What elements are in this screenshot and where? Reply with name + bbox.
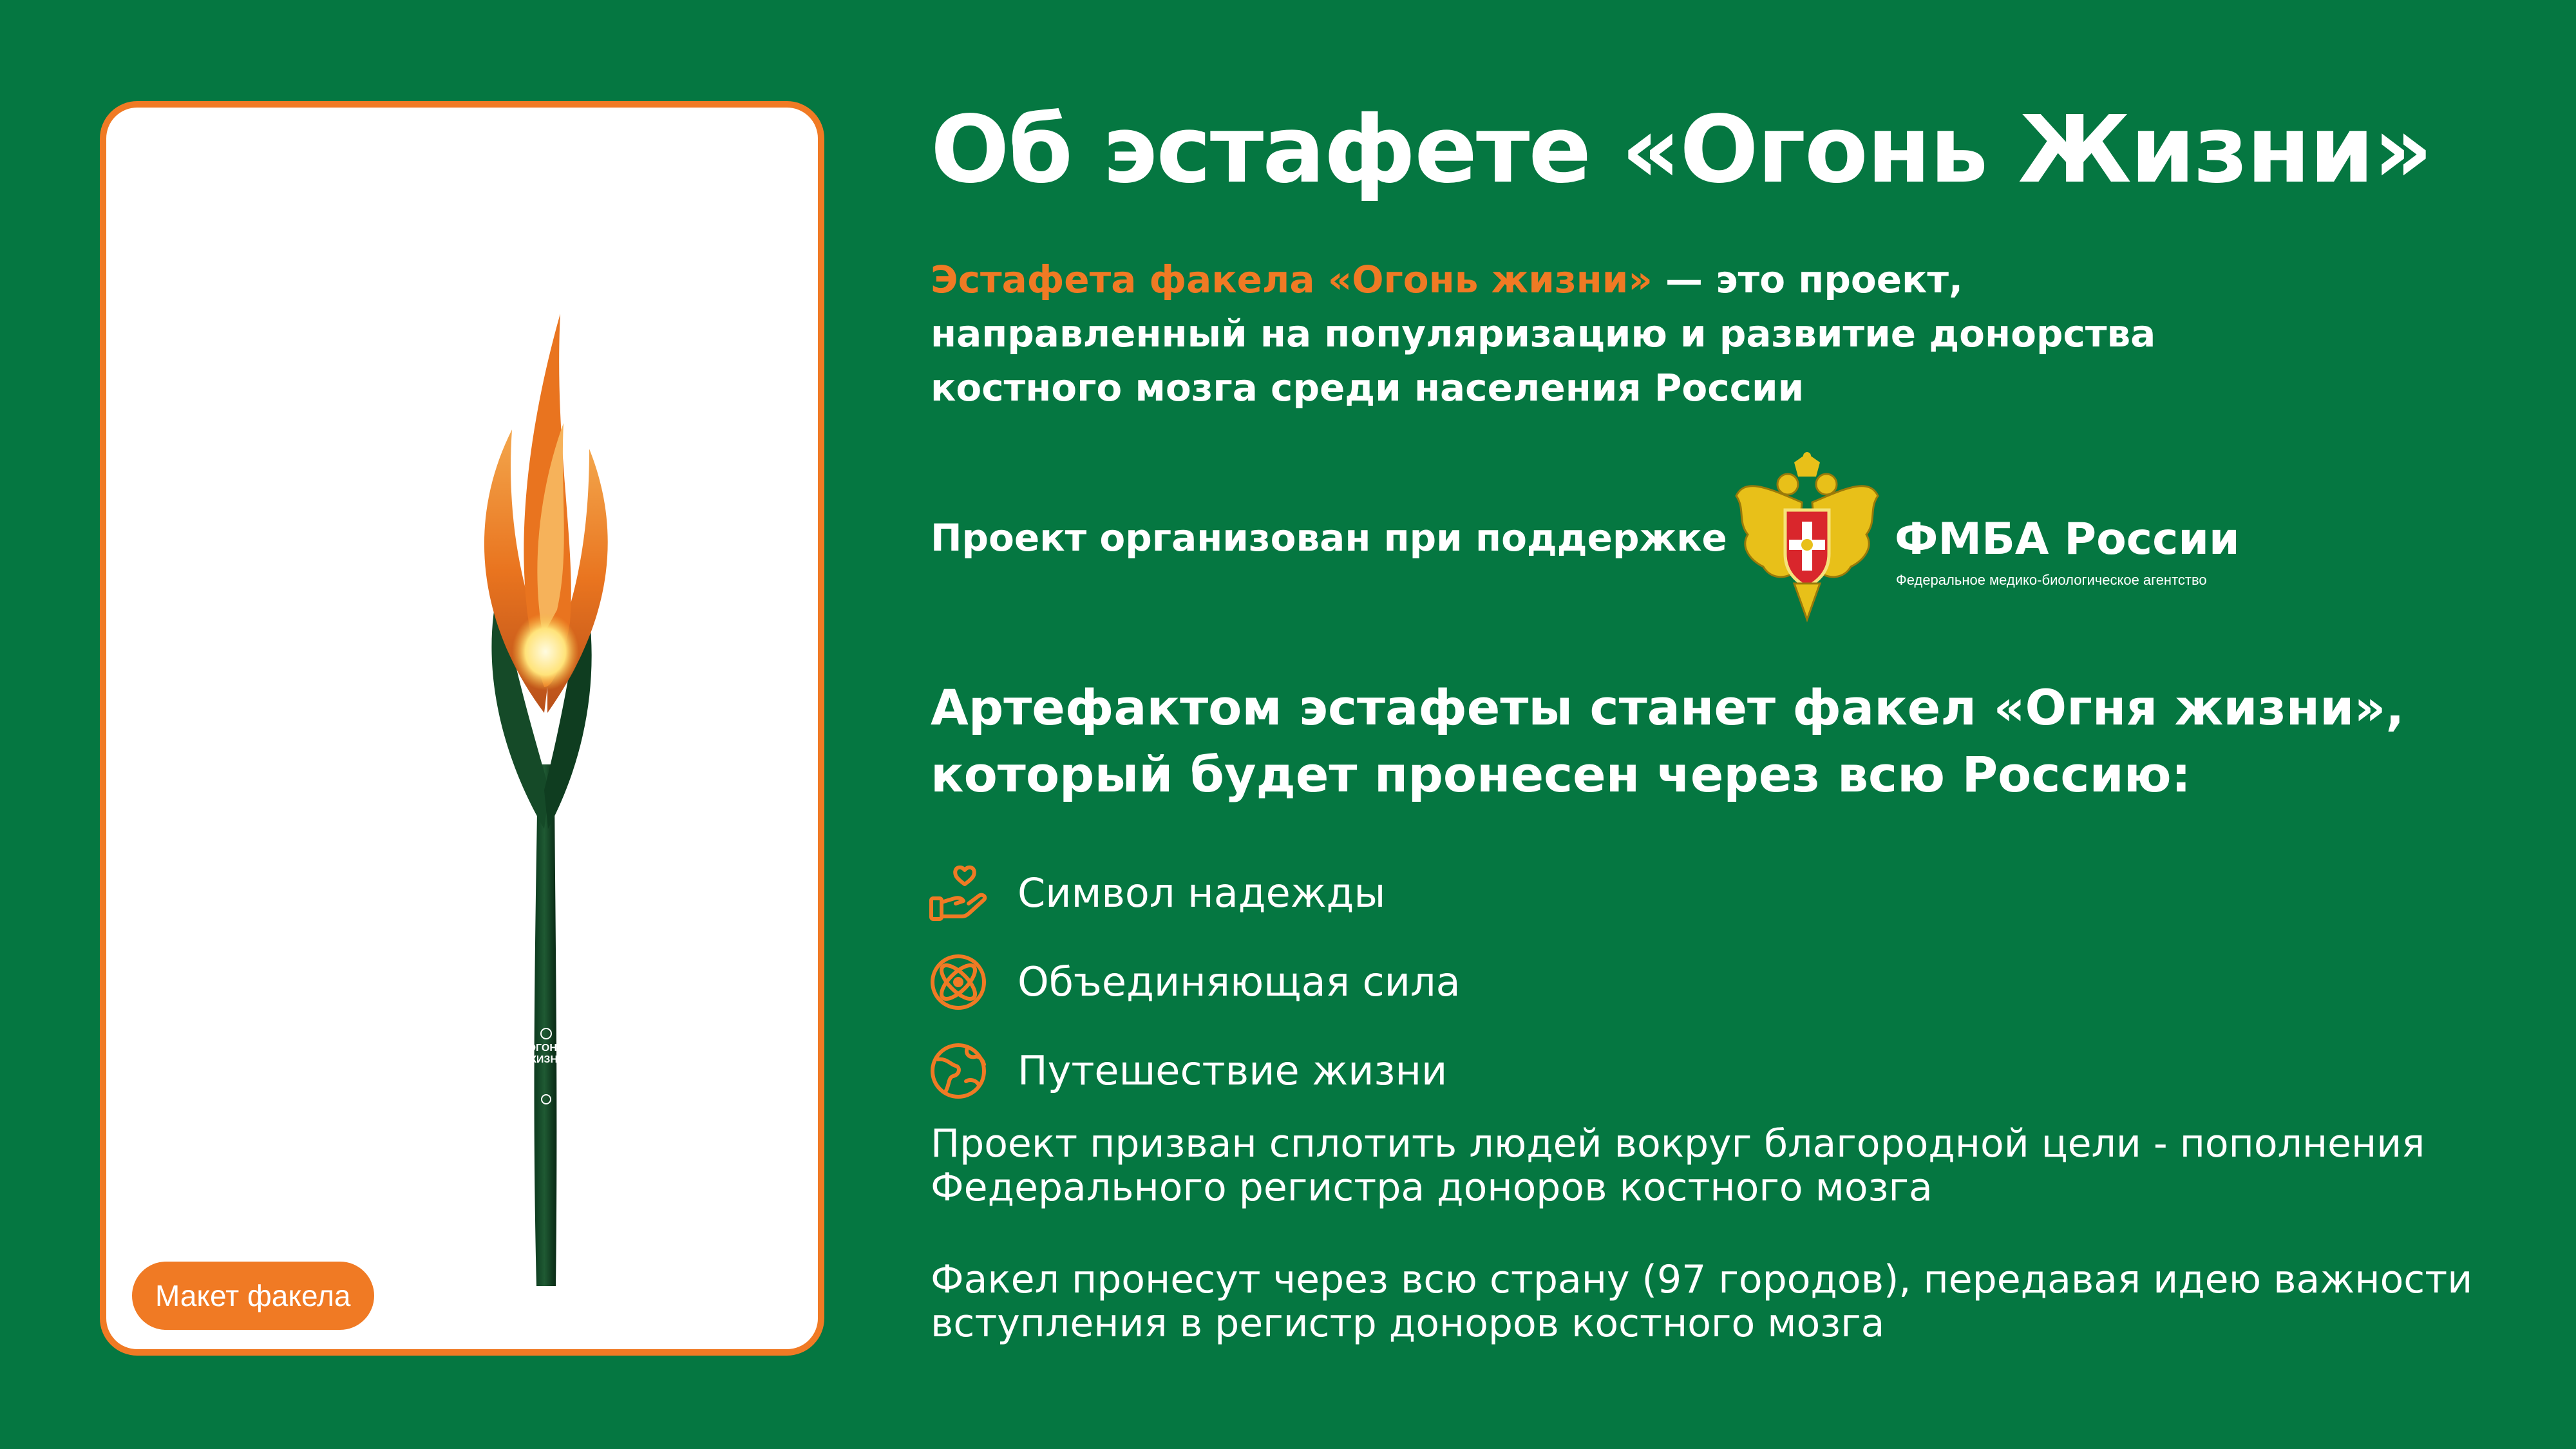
support-label: Проект организован при поддержке — [931, 516, 1727, 560]
fmba-name: ФМБА России — [1895, 514, 2240, 565]
torch-label-badge: Макет факела — [132, 1262, 374, 1330]
feature-item-unity — [927, 938, 1461, 1027]
page-title: Об эстафете «Огонь Жизни» — [931, 95, 2432, 204]
paragraph-route: Факел пронесут через всю страну (97 городов), передавая идею важности вступления в регистр доноров костного мозга — [931, 1257, 2473, 1346]
feature-list — [927, 849, 1461, 1115]
feature-item-journey — [927, 1027, 1461, 1115]
intro-accent: Эстафета факела «Огонь жизни» — [931, 258, 1653, 301]
torch-engraving-2: ЖИЗНИ — [527, 1054, 565, 1065]
hand-heart-icon — [927, 862, 989, 924]
feature-label: Объединяющая сила — [1018, 958, 1461, 1005]
paragraph-goal: Проект призван сплотить людей вокруг благородной цели - пополнения Федерального регистра доноров костного мозга — [931, 1121, 2425, 1210]
feature-item-hope — [927, 849, 1461, 938]
intro-text — [931, 252, 2251, 415]
feature-label: Путешествие жизни — [1018, 1047, 1448, 1094]
globe-icon — [927, 1040, 989, 1102]
intro-rest: — это проект, направленный на популяризацию и развитие донорства костного мозга среди населения России — [931, 258, 2156, 410]
fmba-logo — [1732, 451, 2240, 625]
artifact-heading: Артефактом эстафеты станет факел «Огня жизни», который будет пронесен через всю Россию: — [931, 679, 2405, 803]
torch-engraving-1: ОГОНЬ — [527, 1043, 565, 1054]
atom-icon — [927, 951, 989, 1013]
double-headed-eagle-emblem-icon — [1732, 451, 1882, 623]
feature-label: Символ надежды — [1018, 869, 1386, 916]
torch-card — [100, 101, 824, 1356]
fmba-subtitle: Федеральное медико-биологическое агентство — [1896, 572, 2207, 588]
torch-image — [441, 301, 647, 1305]
